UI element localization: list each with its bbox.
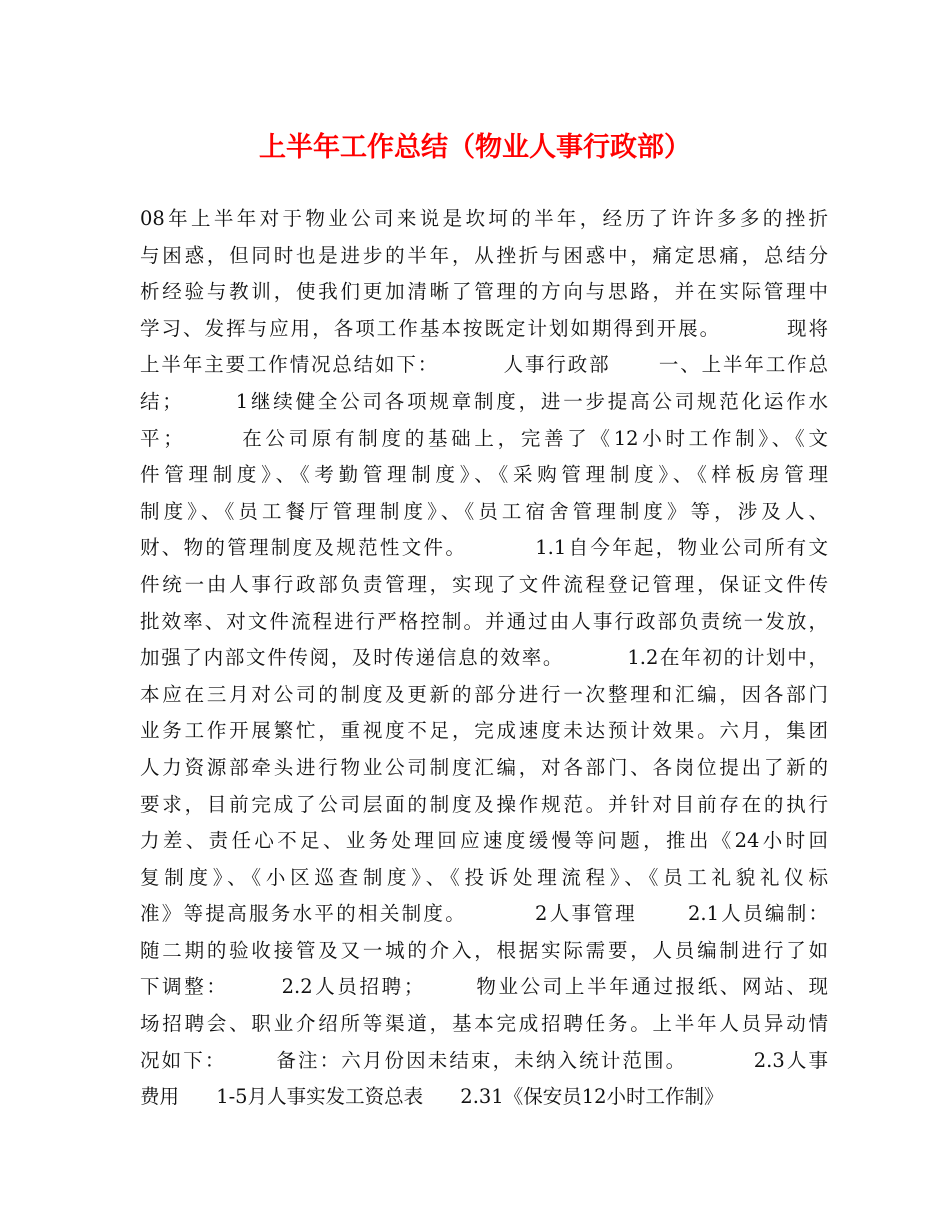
body-line: 制度》、《员工餐厅管理制度》、《员工宿舍管理制度》等，涉及人、: [140, 499, 828, 523]
body-line: 随二期的验收接管及又一城的介入，根据实际需要，人员编制进行了如: [140, 938, 828, 962]
body-line: 况如下： 备注：六月份因未结束，未纳入统计范围。 2.3人事: [140, 1048, 828, 1072]
body-line: 结； 1继续健全公司各项规章制度，进一步提高公司规范化运作水: [140, 389, 828, 413]
body-line: 与困惑，但同时也是进步的半年，从挫折与困惑中，痛定思痛，总结分: [140, 243, 828, 267]
body-line: 力差、责任心不足、业务处理回应速度缓慢等问题，推出《24小时回: [140, 829, 828, 853]
document-body: [140, 201, 828, 1116]
body-line: 上半年主要工作情况总结如下： 人事行政部 一、上半年工作总: [140, 353, 828, 377]
body-line: 08年上半年对于物业公司来说是坎坷的半年，经历了许许多多的挫折: [140, 207, 828, 230]
body-line: 要求，目前完成了公司层面的制度及操作规范。并针对目前存在的执行: [140, 792, 828, 816]
body-line: 复制度》、《小区巡查制度》、《投诉处理流程》、《员工礼貌礼仪标: [140, 865, 828, 889]
body-line: 件统一由人事行政部负责管理，实现了文件流程登记管理，保证文件传: [140, 572, 828, 596]
body-line: 人力资源部牵头进行物业公司制度汇编，对各部门、各岗位提出了新的: [140, 755, 828, 779]
document-title: 上半年工作总结（物业人事行政部）: [259, 132, 691, 163]
body-line: 财、物的管理制度及规范性文件。 1.1自今年起，物业公司所有文: [140, 536, 828, 560]
body-line: 批效率、对文件流程进行严格控制。并通过由人事行政部负责统一发放，: [140, 609, 828, 633]
body-line: 下调整： 2.2人员招聘； 物业公司上半年通过报纸、网站、现: [140, 975, 828, 999]
body-line: 本应在三月对公司的制度及更新的部分进行一次整理和汇编，因各部门: [140, 682, 828, 706]
body-line: 费用 1-5月人事实发工资总表 2.31《保安员12小时工作制》: [140, 1085, 724, 1109]
body-line: 学习、发挥与应用，各项工作基本按既定计划如期得到开展。 现将: [140, 316, 828, 340]
body-line: 件管理制度》、《考勤管理制度》、《采购管理制度》、《样板房管理: [140, 463, 828, 487]
body-line: 平； 在公司原有制度的基础上，完善了《12小时工作制》、《文: [140, 426, 828, 450]
body-line: 业务工作开展繁忙，重视度不足，完成速度未达预计效果。六月，集团: [140, 719, 828, 743]
body-line: 加强了内部文件传阅，及时传递信息的效率。 1.2在年初的计划中，: [140, 646, 828, 670]
body-line: 场招聘会、职业介绍所等渠道，基本完成招聘任务。上半年人员异动情: [140, 1012, 828, 1036]
body-line: 析经验与教训，使我们更加清晰了管理的方向与思路，并在实际管理中: [140, 280, 828, 304]
body-line: 准》等提高服务水平的相关制度。 2人事管理 2.1人员编制：: [140, 902, 828, 926]
